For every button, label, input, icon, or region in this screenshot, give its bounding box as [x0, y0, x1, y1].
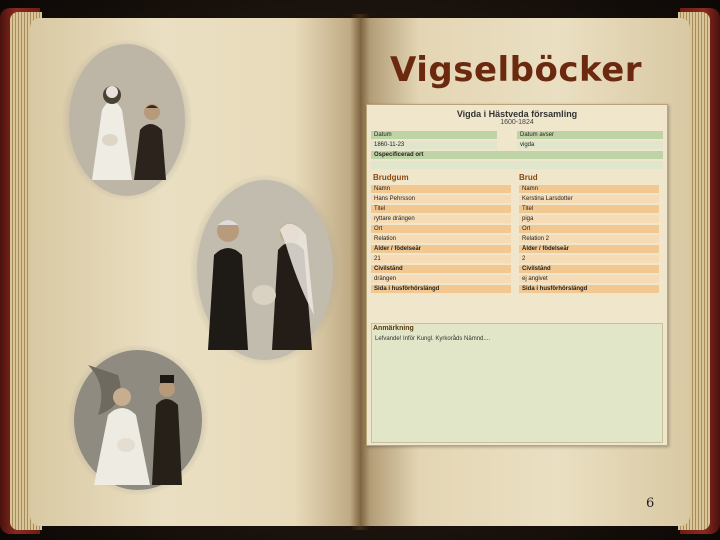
groom-field-8: Civilstånd [371, 265, 511, 273]
unspecified-place: Ospecificerad ort [371, 151, 663, 159]
bride-field-0: Namn [519, 185, 659, 193]
top-label-datum-avser: Datum avser [517, 131, 663, 139]
bride-field-6: Ålder / födelseår [519, 245, 659, 253]
wedding-photo-2 [190, 175, 340, 365]
groom-section-label: Brudgum [373, 173, 409, 182]
wedding-photo-1 [62, 40, 192, 200]
marriage-record-card [366, 104, 668, 446]
wedding-photo-3 [68, 345, 208, 495]
bride-field-8: Civilstånd [519, 265, 659, 273]
groom-field-9: drängen [371, 275, 511, 283]
bride-field-1: Kerstina Larsdotter [519, 195, 659, 203]
blank-row [371, 161, 663, 169]
groom-field-10: Sida i husförhörslängd [371, 285, 511, 293]
bride-section-label: Brud [519, 173, 538, 182]
groom-field-6: Ålder / födelseår [371, 245, 511, 253]
top-value-type: vigda [517, 141, 663, 149]
groom-field-5: Relation [371, 235, 511, 243]
bride-field-3: piga [519, 215, 659, 223]
note-text: Lefvande! Inför Kungl. Kyrkoråds Nämnd.... [375, 336, 491, 342]
groom-field-2: Titel [371, 205, 511, 213]
groom-field-3: ryttare drängen [371, 215, 511, 223]
groom-field-4: Ort [371, 225, 511, 233]
bride-field-5: Relation 2 [519, 235, 659, 243]
record-heading: Vigda i Hästveda församling [456, 109, 578, 119]
groom-field-1: Hans Pehrsson [371, 195, 511, 203]
groom-field-7: 21 [371, 255, 511, 263]
bride-field-2: Titel [519, 205, 659, 213]
groom-field-0: Namn [371, 185, 511, 193]
note-heading: Anmärkning [373, 325, 414, 332]
record-years: 1600-1824 [500, 119, 534, 126]
bride-field-10: Sida i husförhörslängd [519, 285, 659, 293]
top-label-datum: Datum [371, 131, 497, 139]
top-value-date: 1860-11-23 [371, 141, 497, 149]
slide-title: Vigselböcker [390, 50, 643, 90]
bride-field-9: ej angivet [519, 275, 659, 283]
bride-field-7: 2 [519, 255, 659, 263]
page-number: 6 [646, 496, 655, 511]
bride-field-4: Ort [519, 225, 659, 233]
